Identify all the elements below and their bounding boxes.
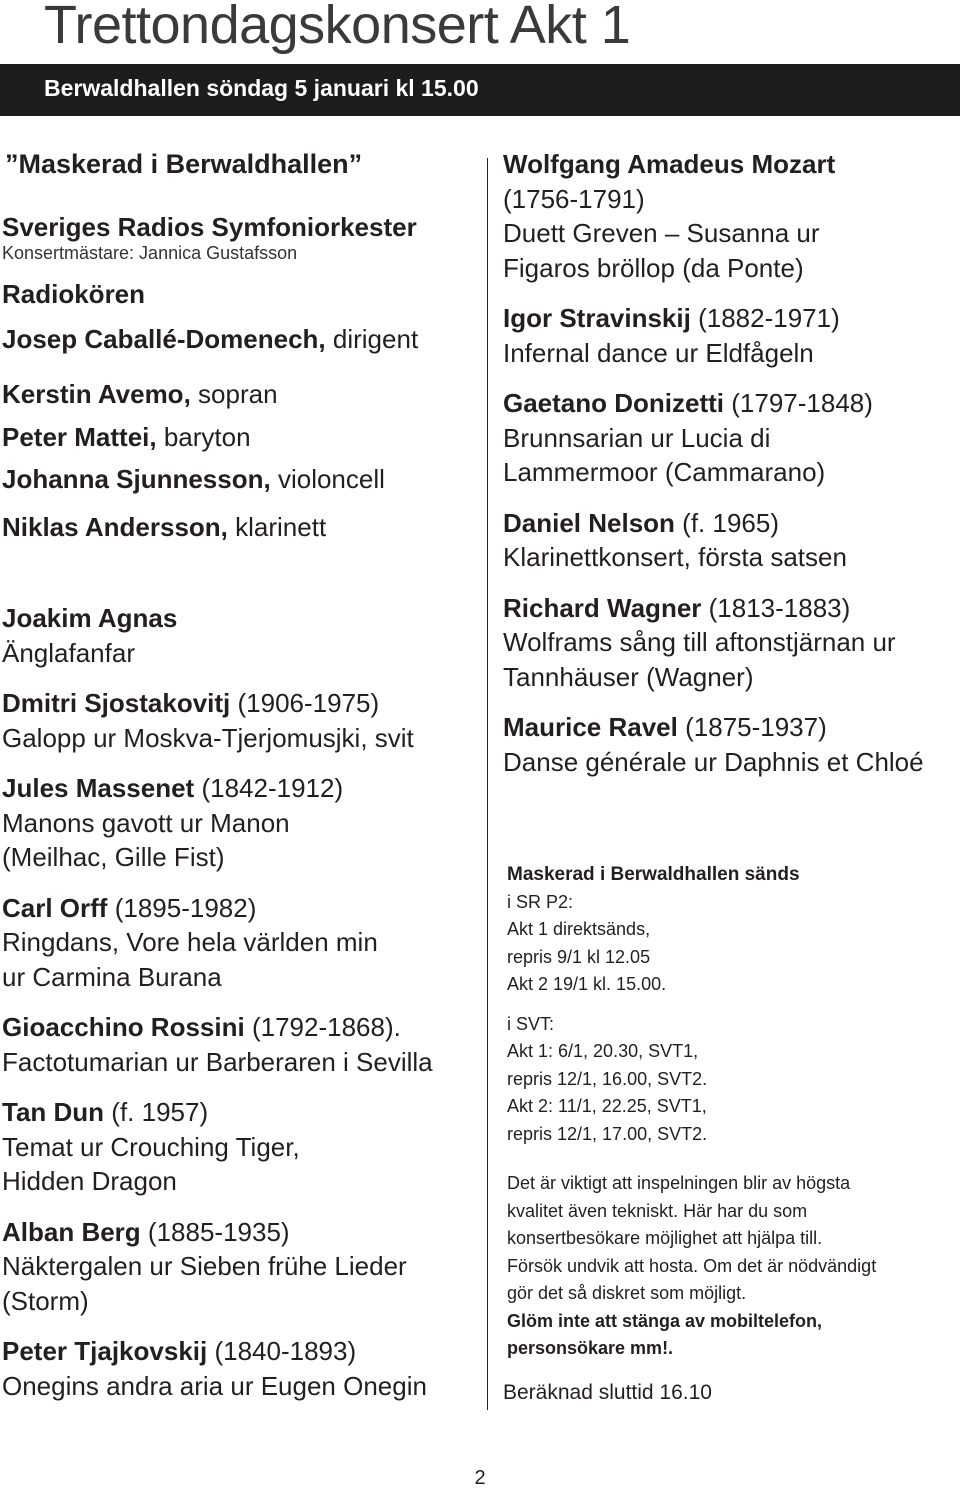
- page-number: 2: [474, 1467, 486, 1489]
- reminder-line: Glöm inte att stänga av mobiltelefon,: [507, 1310, 823, 1331]
- svt-line: repris 12/1, 16.00, SVT2.: [507, 1068, 708, 1089]
- right-column: [503, 147, 958, 779]
- notice-line: Det är viktigt att inspelningen blir av högsta: [507, 1173, 851, 1193]
- notice-line: konsertbesökare möjlighet att hjälpa till.: [507, 1228, 823, 1248]
- notice-line: gör det så diskret som möjligt.: [507, 1283, 747, 1303]
- notice-line: Försök undvik att hosta. Om det är nödvändigt: [507, 1255, 877, 1276]
- program-item: Wolfgang Amadeus Mozart (1756-1791) Duett Greven – Susanna ur Figaros bröllop (da Ponte): [503, 149, 836, 283]
- svt-line: Akt 1: 6/1, 20.30, SVT1,: [507, 1041, 699, 1061]
- orchestra-name: Sveriges Radios Symfoniorkester: [2, 211, 417, 242]
- program-item: Joakim Agnas Änglafanfar: [2, 603, 178, 668]
- sr-p2-label: i SR P2:: [507, 891, 574, 912]
- program-item: Peter Tjajkovskij (1840-1893) Onegins andra aria ur Eugen Onegin: [2, 1336, 427, 1401]
- concertmaster-line: Konsertmästare: Jannica Gustafsson: [2, 243, 298, 263]
- svt-line: repris 12/1, 17.00, SVT2.: [507, 1123, 708, 1144]
- program-item: Igor Stravinskij (1882-1971) Infernal dance ur Eldfågeln: [503, 303, 840, 368]
- venue-date-text: Berwaldhallen söndag 5 januari kl 15.00: [44, 75, 479, 101]
- column-divider: [487, 158, 488, 1410]
- broadcast-info: [503, 861, 952, 1406]
- sr-p2-line: repris 9/1 kl 12.05: [507, 946, 651, 967]
- svt-line: Akt 2: 11/1, 22.25, SVT1,: [507, 1096, 707, 1116]
- sr-p2-line: Akt 2 19/1 kl. 15.00.: [507, 974, 667, 994]
- program-item: Dmitri Sjostakovitj (1906-1975) Galopp ur Moskva-Tjerjomusjki, svit: [2, 688, 414, 753]
- end-time: Beräknad sluttid 16.10: [503, 1380, 712, 1404]
- performer-cello: Johanna Sjunnesson, violoncell: [2, 464, 385, 494]
- program-item: Tan Dun (f. 1957) Temat ur Crouching Tiger, Hidden Dragon: [2, 1097, 300, 1196]
- program-item: Gaetano Donizetti (1797-1848) Brunnsarian ur Lucia di Lammermoor (Cammarano): [503, 388, 873, 487]
- program-item: Daniel Nelson (f. 1965) Klarinettkonsert, första satsen: [503, 507, 847, 572]
- program-item: Richard Wagner (1813-1883) Wolframs sång till aftonstjärnan ur Tannhäuser (Wagner): [503, 592, 896, 692]
- choir-name: Radiokören: [2, 279, 146, 309]
- program-item: Maurice Ravel (1875-1937) Danse générale ur Daphnis et Chloé: [503, 712, 924, 777]
- program-item: Jules Massenet (1842-1912) Manons gavott ur Manon (Meilhac, Gille Fist): [2, 773, 344, 872]
- performer-baritone: Peter Mattei, baryton: [2, 421, 251, 452]
- program-item: Gioacchino Rossini (1792-1868). Factotumarian ur Barberaren i Sevilla: [2, 1012, 433, 1077]
- concert-title: ”Maskerad i Berwaldhallen”: [5, 149, 363, 179]
- broadcast-heading: Maskerad i Berwaldhallen sänds: [507, 864, 800, 885]
- performer-soprano: Kerstin Avemo, sopran: [2, 379, 278, 409]
- performer-conductor: Josep Caballé-Domenech, dirigent: [2, 323, 419, 354]
- notice-line: kvalitet även tekniskt. Här har du som: [507, 1200, 808, 1221]
- performer-clarinet: Niklas Andersson, klarinett: [2, 511, 327, 542]
- svt-label: i SVT:: [507, 1013, 555, 1034]
- venue-banner: [0, 64, 960, 116]
- left-column: [2, 147, 472, 1403]
- sr-p2-line: Akt 1 direktsänds,: [507, 919, 651, 939]
- program-item: Alban Berg (1885-1935) Näktergalen ur Sieben frühe Lieder (Storm): [2, 1216, 407, 1316]
- program-item: Carl Orff (1895-1982) Ringdans, Vore hela världen min ur Carmina Burana: [2, 892, 378, 992]
- reminder-line: personsökare mm!.: [507, 1338, 674, 1358]
- page-title: Trettondagskonsert Akt 1: [44, 0, 631, 55]
